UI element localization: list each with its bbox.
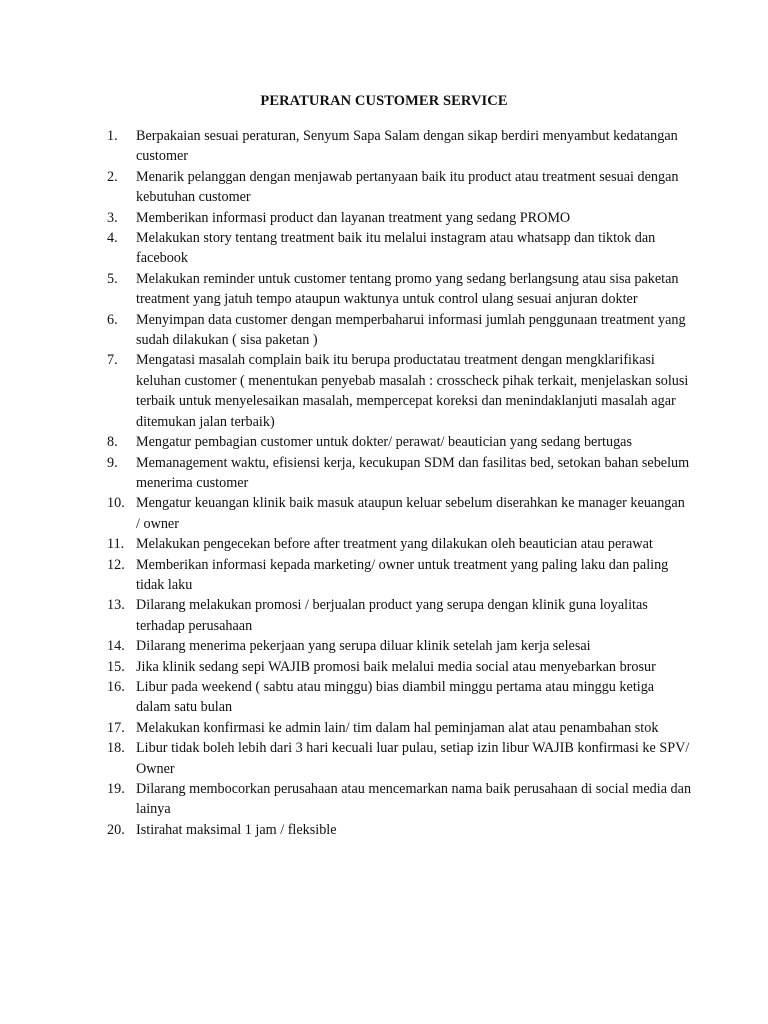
list-item-number: 5.	[107, 270, 118, 287]
list-item	[107, 555, 692, 596]
list-item-text: Dilarang membocorkan perusahaan atau mencemarkan nama baik perusahaan di social media dan lainya	[136, 781, 692, 818]
list-item-text: Istirahat maksimal 1 jam / fleksible	[136, 821, 337, 838]
list-item	[107, 595, 692, 636]
list-item-text: Melakukan konfirmasi ke admin lain/ tim dalam hal peminjaman alat atau penambahan stok	[136, 719, 659, 736]
list-item	[107, 738, 692, 779]
list-item-text: Dilarang menerima pekerjaan yang serupa diluar klinik setelah jam kerja selesai	[136, 638, 591, 655]
list-item-number: 12.	[107, 556, 125, 573]
list-item-text: Memberikan informasi product dan layanan treatment yang sedang PROMO	[136, 209, 571, 226]
list-item-text: Memanagement waktu, efisiensi kerja, kecukupan SDM dan fasilitas bed, setokan bahan sebelum menerima customer	[136, 454, 690, 491]
list-item-number: 14.	[107, 638, 125, 655]
list-item	[107, 310, 692, 351]
list-item-text: Libur tidak boleh lebih dari 3 hari kecuali luar pulau, setiap izin libur WAJIB konfirmasi ke SPV/ Owner	[136, 740, 690, 777]
list-item-text: Menyimpan data customer dengan memperbaharui informasi jumlah penggunaan treatment yang sudah dilakukan ( sisa paketan )	[136, 311, 686, 349]
list-item-number: 9.	[107, 454, 118, 471]
list-item-number: 2.	[107, 168, 118, 185]
list-item-text: Melakukan pengecekan before after treatment yang dilakukan oleh beautician atau perawat	[136, 536, 653, 553]
list-item-number: 6.	[107, 311, 118, 328]
rules-list	[107, 126, 692, 840]
list-item-number: 18.	[107, 740, 125, 757]
list-item-number: 20.	[107, 821, 125, 838]
list-item-number: 8.	[107, 434, 118, 451]
list-item	[107, 493, 692, 534]
list-item	[107, 432, 692, 452]
list-item	[107, 718, 692, 738]
list-item-text: Libur pada weekend ( sabtu atau minggu) bias diambil minggu pertama atau minggu ketiga dalam satu bulan	[136, 678, 655, 716]
list-item-number: 7.	[107, 352, 118, 369]
list-item-number: 16.	[107, 678, 125, 695]
list-item-number: 15.	[107, 658, 125, 675]
list-item-text: Menarik pelanggan dengan menjawab pertanyaan baik itu product atau treatment sesuai dengan kebutuhan customer	[136, 168, 679, 206]
list-item	[107, 269, 692, 310]
list-item	[107, 350, 692, 432]
list-item	[107, 636, 692, 656]
list-item	[107, 228, 692, 269]
list-item-text: Melakukan story tentang treatment baik itu melalui instagram atau whatsapp dan tiktok dan facebook	[136, 230, 656, 267]
list-item-text: Berpakaian sesuai peraturan, Senyum Sapa Salam dengan sikap berdiri menyambut kedatangan customer	[136, 128, 678, 165]
list-item-number: 3.	[107, 209, 118, 226]
list-item	[107, 657, 692, 677]
list-item-text: Dilarang melakukan promosi / berjualan product yang serupa dengan klinik guna loyalitas terhadap perusahaan	[136, 597, 648, 634]
list-item	[107, 820, 692, 840]
list-item-number: 13.	[107, 597, 125, 614]
list-item	[107, 126, 692, 167]
list-item-text: Mengatasi masalah complain baik itu berupa productatau treatment dengan mengklarifikasi keluhan customer ( menentukan penyebab masalah : crosscheck pihak terkait, menjelaskan solusi terbaik untuk menyelesaikan masalah, mempercepat koreksi dan menindaklanjuti masalah agar ditemukan jalan terbaik)	[136, 352, 689, 430]
list-item-text: Mengatur keuangan klinik baik masuk ataupun keluar sebelum diserahkan ke manager keuangan / owner	[136, 495, 685, 532]
list-item	[107, 677, 692, 718]
list-item	[107, 453, 692, 494]
list-item-number: 11.	[107, 536, 125, 553]
list-item	[107, 167, 692, 208]
document-title: PERATURAN CUSTOMER SERVICE	[260, 93, 508, 109]
list-item-number: 19.	[107, 781, 125, 797]
list-item	[107, 208, 692, 228]
list-item	[107, 534, 692, 554]
list-item-number: 17.	[107, 719, 125, 736]
list-item-text: Melakukan reminder untuk customer tentang promo yang sedang berlangsung atau sisa paketan treatment yang jatuh tempo ataupun waktunya untuk control ulang sesuai anjuran dokter	[136, 270, 679, 308]
list-item-text: Mengatur pembagian customer untuk dokter/ perawat/ beautician yang sedang bertugas	[136, 434, 633, 451]
list-item-number: 4.	[107, 230, 118, 247]
list-item	[107, 779, 692, 820]
list-item-number: 10.	[107, 495, 125, 512]
list-item-number: 1.	[107, 128, 118, 144]
list-item-text: Memberikan informasi kepada marketing/ owner untuk treatment yang paling laku dan paling tidak laku	[136, 556, 669, 593]
list-item-text: Jika klinik sedang sepi WAJIB promosi baik melalui media social atau menyebarkan brosur	[136, 658, 656, 675]
